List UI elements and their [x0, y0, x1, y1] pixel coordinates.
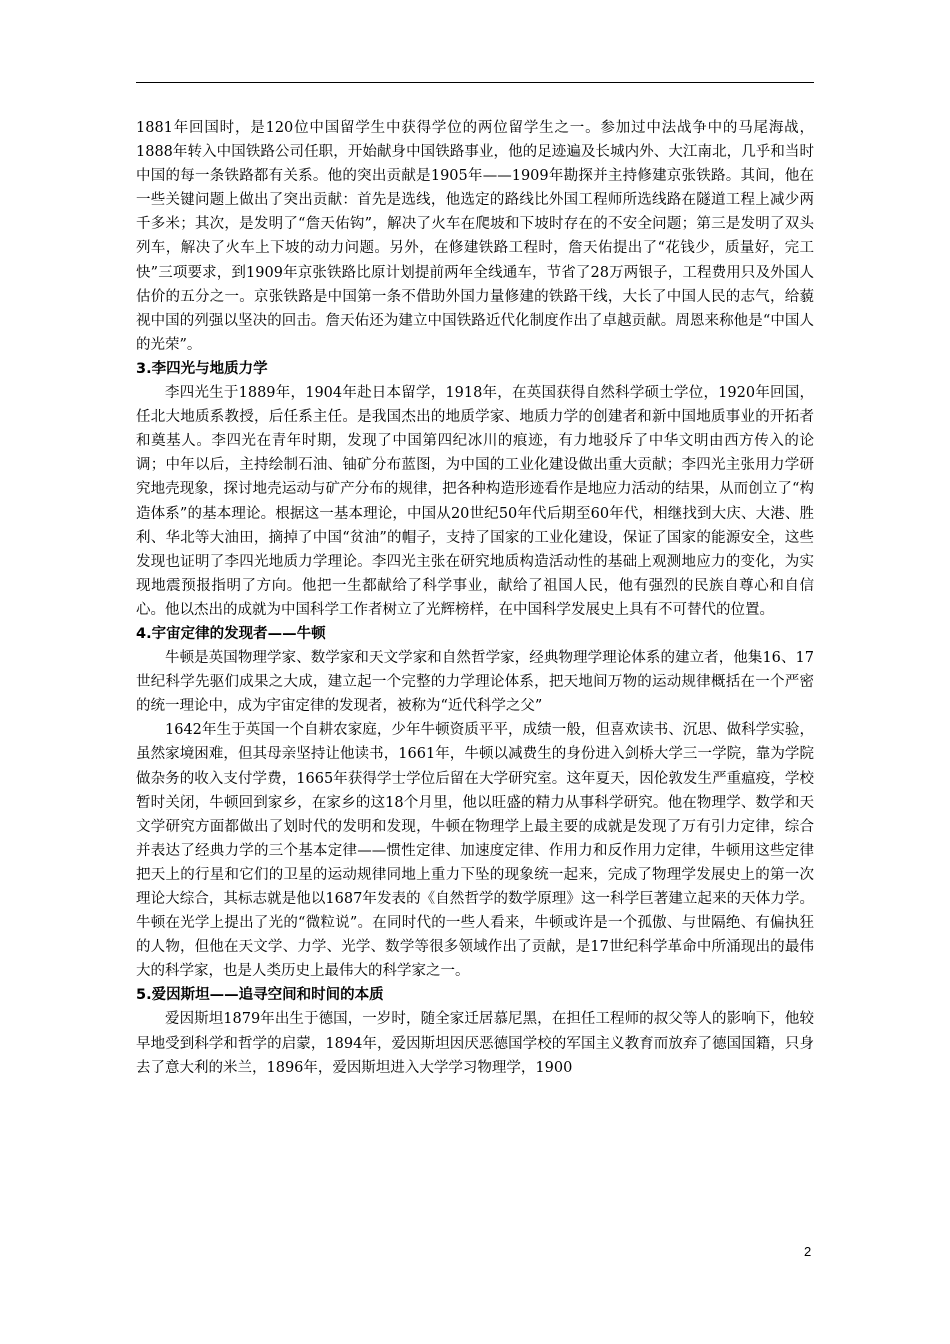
- header-rule: [136, 82, 814, 83]
- document-body: [136, 116, 814, 1080]
- paragraph-zhan-tianyou: 1881年回国时，是120位中国留学生中获得学位的两位留学生之一。参加过中法战争中的马尾海战，1888年转入中国铁路公司任职，开始献身中国铁路事业，他的足迹遍及长城内外、大江南北，几乎和当时中国的每一条铁路都有关系。他的突出贡献是1905年——1909年勘探并主持修建京张铁路。其间，他在一些关键问题上做出了突出贡献：首先是选线，他选定的路线比外国工程师所选线路在隧道工程上减少两千多米；其次，是发明了“詹天佑钩”，解决了火车在爬坡和下坡时存在的不安全问题；第三是发明了双头列车，解决了火车上下坡的动力问题。另外，在修建铁路工程时，詹天佑提出了“花钱少，质量好，完工快”三项要求，到1909年京张铁路比原计划提前两年全线通车，节省了28万两银子，工程费用只及外国人估价的五分之一。京张铁路是中国第一条不借助外国力量修建的铁路干线，大长了中国人民的志气，给藐视中国的列强以坚决的回击。詹天佑还为建立中国铁路近代化制度作出了卓越贡献。周恩来称他是“中国人的光荣”。: [136, 120, 814, 353]
- paragraph-einstein: 爱因斯坦1879年出生于德国，一岁时，随全家迁居慕尼黑，在担任工程师的叔父等人的影响下，他较早地受到科学和哲学的启蒙，1894年，爱因斯坦因厌恶德国学校的军国主义教育而放弃了德国国籍，只身去了意大利的米兰，1896年，爱因斯坦进入大学学习物理学，1900: [136, 1011, 814, 1076]
- heading-newton: 4.宇宙定律的发现者——牛顿: [136, 625, 326, 642]
- heading-li-siguang: 3.李四光与地质力学: [136, 360, 268, 377]
- paragraph-newton-intro: 牛顿是英国物理学家、数学家和天文学家和自然哲学家，经典物理学理论体系的建立者，他集16、17世纪科学先驱们成果之大成，建立起一个完整的力学理论体系，把天地间万物的运动规律概括在一个严密的统一理论中，成为宇宙定律的发现者，被称为“近代科学之父”: [136, 650, 814, 715]
- paragraph-li-siguang: 李四光生于1889年，1904年赴日本留学，1918年，在英国获得自然科学硕士学位，1920年回国，任北大地质系教授，后任系主任。是我国杰出的地质学家、地质力学的创建者和新中国地质事业的开拓者和奠基人。李四光在青年时期，发现了中国第四纪冰川的痕迹，有力地驳斥了中华文明由西方传入的论调；中年以后，主持绘制石油、铀矿分布蓝图，为中国的工业化建设做出重大贡献；李四光主张用力学研究地壳现象，探讨地壳运动与矿产分布的规律，把各种构造形迹看作是地应力活动的结果，从而创立了“构造体系”的基本理论。根据这一基本理论，中国从20世纪50年代后期至60年代，相继找到大庆、大港、胜利、华北等大油田，摘掉了中国“贫油”的帽子，支持了国家的工业化建设，保证了国家的能源安全，这些发现也证明了李四光地质力学理论。李四光主张在研究地质构造活动性的基础上观测地应力的变化，为实现地震预报指明了方向。他把一生都献给了科学事业，献给了祖国人民，他有强烈的民族自尊心和自信心。他以杰出的成就为中国科学工作者树立了光辉榜样，在中国科学发展史上具有不可替代的位置。: [136, 385, 814, 618]
- page-number: 2: [804, 1244, 812, 1259]
- paragraph-newton-life: 1642年生于英国一个自耕农家庭，少年牛顿资质平平，成绩一般，但喜欢读书、沉思、做科学实验，虽然家境困难，但其母亲坚持让他读书，1661年，牛顿以减费生的身份进入剑桥大学三一学院，靠为学院做杂务的收入支付学费，1665年获得学士学位后留在大学研究室。这年夏天，因伦敦发生严重瘟疫，学校暂时关闭，牛顿回到家乡，在家乡的这18个月里，他以旺盛的精力从事科学研究。他在物理学、数学和天文学研究方面都做出了划时代的发明和发现，牛顿在物理学上最主要的成就是发现了万有引力定律，综合并表达了经典力学的三个基本定律——惯性定律、加速度定律、作用力和反作用力定律，牛顿用这些定律把天上的行星和它们的卫星的运动规律同地上重力下坠的现象统一起来，完成了物理学发展史上的第一次理论大综合，其标志就是他以1687年发表的《自然哲学的数学原理》这一科学巨著建立起来的天体力学。牛顿在光学上提出了光的“微粒说”。在同时代的一些人看来，牛顿或许是一个孤傲、与世隔绝、有偏执狂的人物，但他在天文学、力学、光学、数学等很多领域作出了贡献，是17世纪科学革命中所涌现出的最伟大的科学家，也是人类历史上最伟大的科学家之一。: [136, 722, 814, 980]
- heading-einstein: 5.爱因斯坦——追寻空间和时间的本质: [136, 987, 384, 1004]
